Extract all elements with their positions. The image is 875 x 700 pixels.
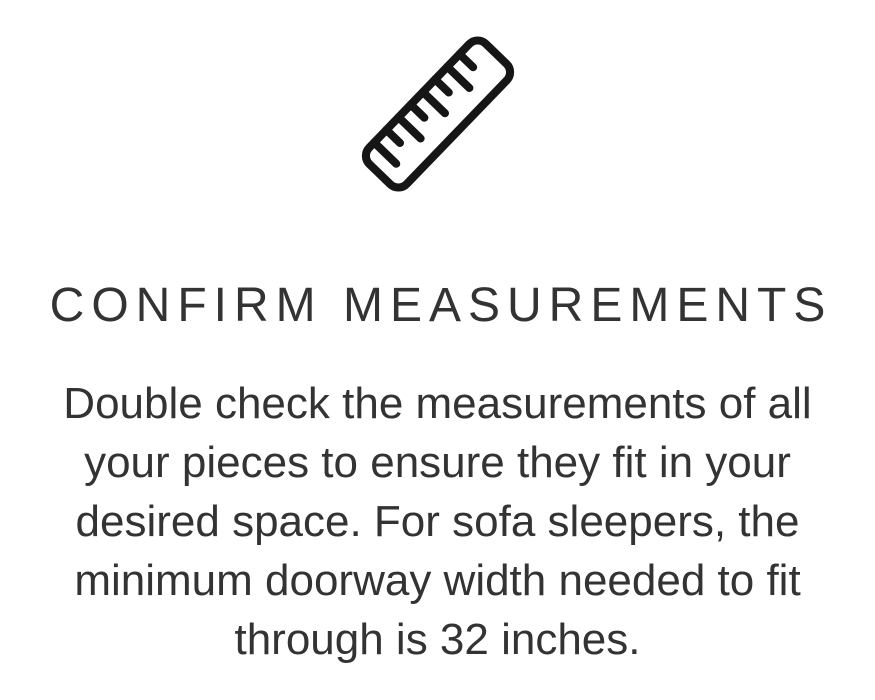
body-text-line: Double check the measurements of all (63, 379, 812, 428)
body-text-line: through is 32 inches. (234, 615, 641, 664)
body-text (0, 374, 875, 669)
page-title: CONFIRM MEASUREMENTS (49, 279, 833, 332)
body-text-line: your pieces to ensure they fit in your (84, 438, 791, 487)
body-text-line: minimum doorway width needed to fit (74, 556, 801, 605)
ruler-icon (348, 24, 528, 204)
body-text-line: desired space. For sofa sleepers, the (75, 497, 800, 546)
